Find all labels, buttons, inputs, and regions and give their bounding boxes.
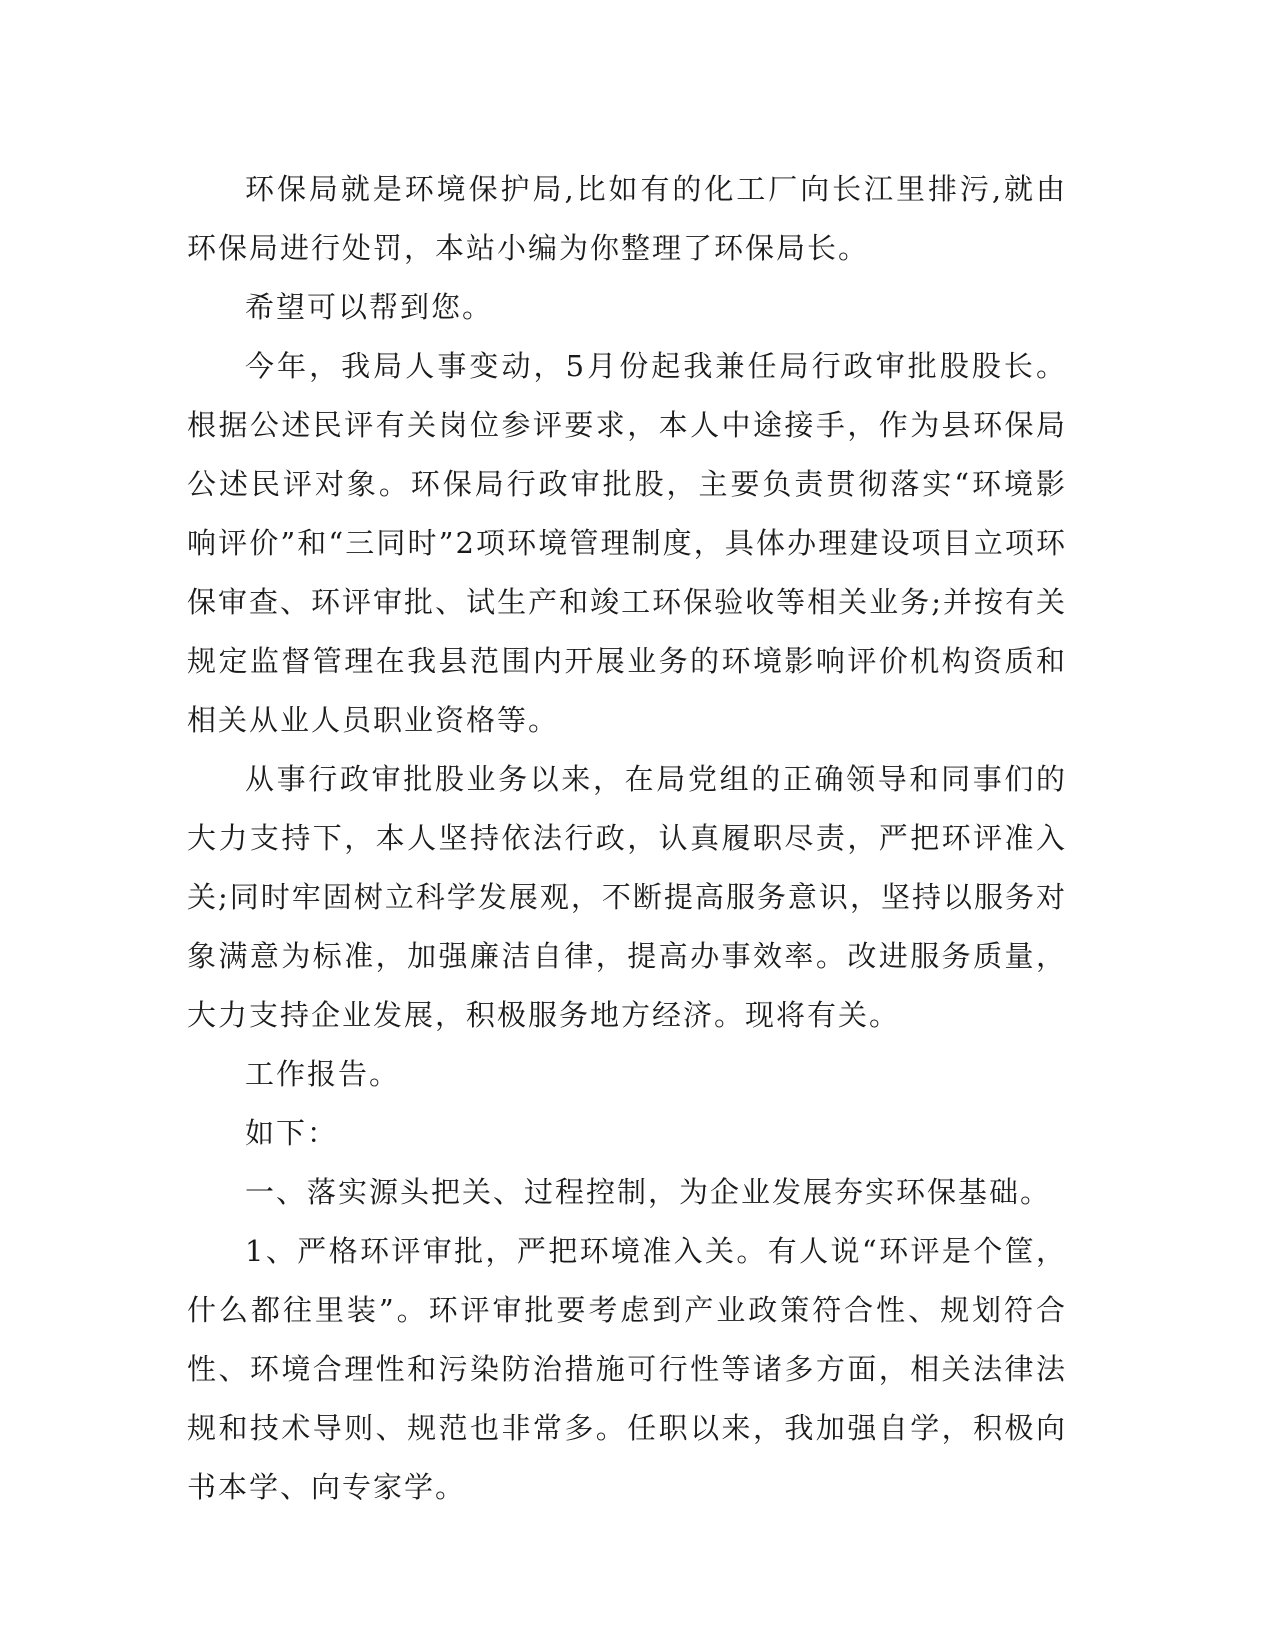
paragraph-duties: 今年，我局人事变动，5月份起我兼任局行政审批股股长。根据公述民评有关岗位参评要求，本人中途接手，作为县环保局公述民评对象。环保局行政审批股，主要负责贯彻落实“环境影响评价”和“三同时”2项环境管理制度，具体办理建设项目立项环保审查、环评审批、试生产和竣工环保验收等相关业务;并按有关规定监督管理在我县范围内开展业务的环境影响评价机构资质和相关从业人员职业资格等。 [187,349,1067,737]
paragraph-hope: 希望可以帮到您。 [245,290,494,324]
paragraph-as-follows: 如下： [245,1116,339,1150]
document-body [187,160,1067,1517]
paragraph-item-1: 1、严格环评审批，严把环境准入关。有人说“环评是个筐，什么都往里装”。环评审批要考虑到产业政策符合性、规划符合性、环境合理性和污染防治措施可行性等诸多方面，相关法律法规和技术导则、规范也非常多。任职以来，我加强自学，积极向书本学、向专家学。 [187,1234,1067,1504]
paragraph-intro: 环保局就是环境保护局,比如有的化工厂向长江里排污,就由环保局进行处罚，本站小编为你整理了环保局长。 [187,172,1067,265]
paragraph-work-summary: 从事行政审批股业务以来，在局党组的正确领导和同事们的大力支持下，本人坚持依法行政，认真履职尽责，严把环评准入关;同时牢固树立科学发展观，不断提高服务意识，坚持以服务对象满意为标准，加强廉洁自律，提高办事效率。改进服务质量，大力支持企业发展，积极服务地方经济。现将有关。 [187,762,1067,1032]
section-heading-1: 一、落实源头把关、过程控制，为企业发展夯实环保基础。 [245,1175,1052,1209]
paragraph-report: 工作报告。 [245,1057,401,1091]
